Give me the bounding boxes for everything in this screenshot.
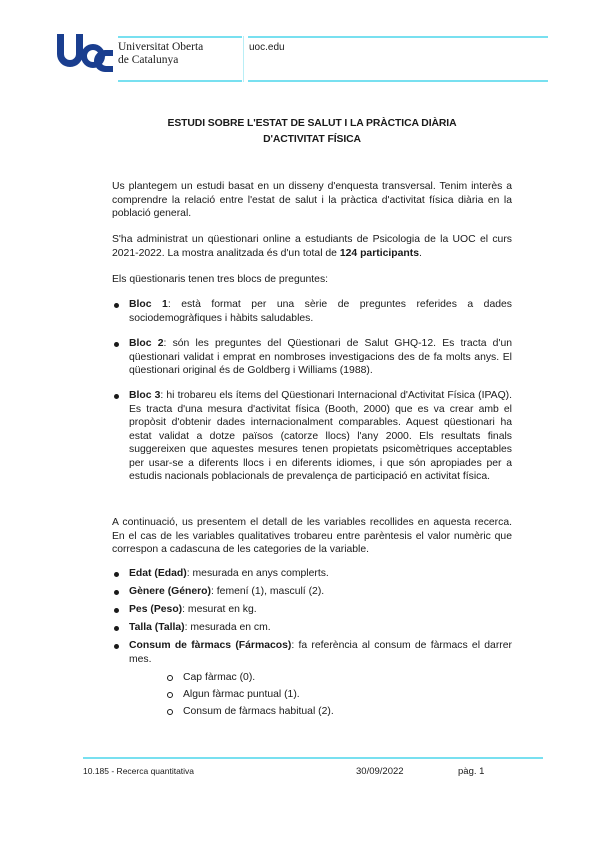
farmacs-option-text: Consum de fàrmacs habitual (2). — [183, 706, 334, 717]
variable-text: : mesurada en anys complerts. — [186, 568, 329, 579]
bullet-icon — [114, 626, 119, 631]
university-name-line2: de Catalunya — [118, 54, 179, 66]
page-header — [0, 0, 600, 90]
bloc-text: : està format per una sèrie de preguntes referides a dades sociodemogràfiques i hàbits saludables. — [129, 299, 512, 324]
header-url[interactable]: uoc.edu — [249, 42, 285, 53]
variable-text: : mesurat en kg. — [182, 604, 257, 615]
bullet-icon — [114, 608, 119, 613]
participants-count: 124 participants — [339, 247, 419, 259]
bloc-label: Bloc 2 — [129, 338, 164, 349]
variables-intro: A continuació, us presentem el detall de les variables recollides en aquesta recerca. En el cas de les variables qualitatives trobareu entre parèntesis el valor numèric que correspon a cadascuna de les categories de la variable. — [112, 517, 512, 555]
intro-p2-end: . — [418, 247, 422, 259]
farmacs-option-text: Algun fàrmac puntual (1). — [183, 689, 300, 700]
header-rule — [248, 80, 548, 82]
bloc-label: Bloc 3 — [129, 390, 161, 401]
title-line1: ESTUDI SOBRE L'ESTAT DE SALUT I LA PRÀCTICA DIÀRIA — [167, 118, 457, 129]
bloc-text: : són les preguntes del Qüestionari de Salut GHQ-12. Es tracta d'un qüestionari validat i emprat en nombroses investigacions des de fa molts anys. El qüestionari original és de Goldberg i Williams (1988). — [129, 338, 513, 376]
intro-paragraph-2 — [112, 233, 512, 260]
header-rule — [118, 36, 242, 38]
variable-label: Consum de fàrmacs (Fármacos) — [129, 640, 292, 651]
uoc-logo — [55, 32, 113, 74]
variable-label: Edat (Edad) — [129, 568, 187, 579]
header-separator — [243, 36, 244, 82]
university-name — [118, 41, 203, 67]
circle-bullet-icon — [167, 675, 173, 681]
document-title — [112, 116, 512, 148]
footer-date: 30/09/2022 — [356, 766, 404, 777]
bullet-icon — [114, 342, 119, 347]
intro-p2-text: S'ha administrat un qüestionari online a estudiants de Psicologia de la UOC el curs 2021-2022. La mostra analitzada és d'un total de — [112, 234, 512, 259]
university-name-line1: Universitat Oberta — [118, 41, 204, 53]
circle-bullet-icon — [167, 692, 173, 698]
variable-text: : mesurada en cm. — [184, 622, 271, 633]
bullet-icon — [114, 394, 119, 399]
bloc-label: Bloc 1 — [129, 299, 168, 310]
circle-bullet-icon — [167, 709, 173, 715]
bullet-icon — [114, 644, 119, 649]
bullet-icon — [114, 572, 119, 577]
header-rule — [248, 36, 548, 38]
bloc-text: : hi trobareu els ítems del Qüestionari Internacional d'Activitat Física (IPAQ). Es tracta d'una mesura d'activitat física (Booth, 2000) que es va crear amb el propòsit d'obtenir dades internacionalment comparables. Aquest qüestionari ha estat validat a dotze països (catorze llocs) l'any 2000. Els resultats finals suggereixen que aquestes mesures tenen propietats psicomètriques acceptables per usar-se a diferents llocs i en diferents idiomes, i que són apropiades per a estudis nacionals poblacionals de prevalença de participació en activitat física. — [129, 390, 512, 482]
footer-rule — [83, 757, 543, 759]
footer-page-number: pàg. 1 — [458, 766, 485, 777]
variable-label: Gènere (Género) — [129, 586, 211, 597]
bullet-icon — [114, 303, 119, 308]
farmacs-option-text: Cap fàrmac (0). — [183, 672, 256, 683]
header-rule — [118, 80, 242, 82]
intro-paragraph-3: Els qüestionaris tenen tres blocs de preguntes: — [112, 274, 329, 285]
variable-text: : femení (1), masculí (2). — [211, 586, 325, 597]
variable-text: : fa referència al consum de fàrmacs el darrer mes. — [129, 640, 512, 665]
intro-paragraph-1: Us plantegem un estudi basat en un disseny d'enquesta transversal. Tenim interès a comprendre la relació entre l'estat de salut i la pràctica d'activitat física diària en la població general. — [112, 181, 512, 219]
title-line2: D'ACTIVITAT FÍSICA — [263, 134, 361, 145]
footer-course: 10.185 - Recerca quantitativa — [83, 766, 195, 776]
variable-label: Talla (Talla) — [129, 622, 185, 633]
bullet-icon — [114, 590, 119, 595]
variable-label: Pes (Peso) — [129, 604, 183, 615]
